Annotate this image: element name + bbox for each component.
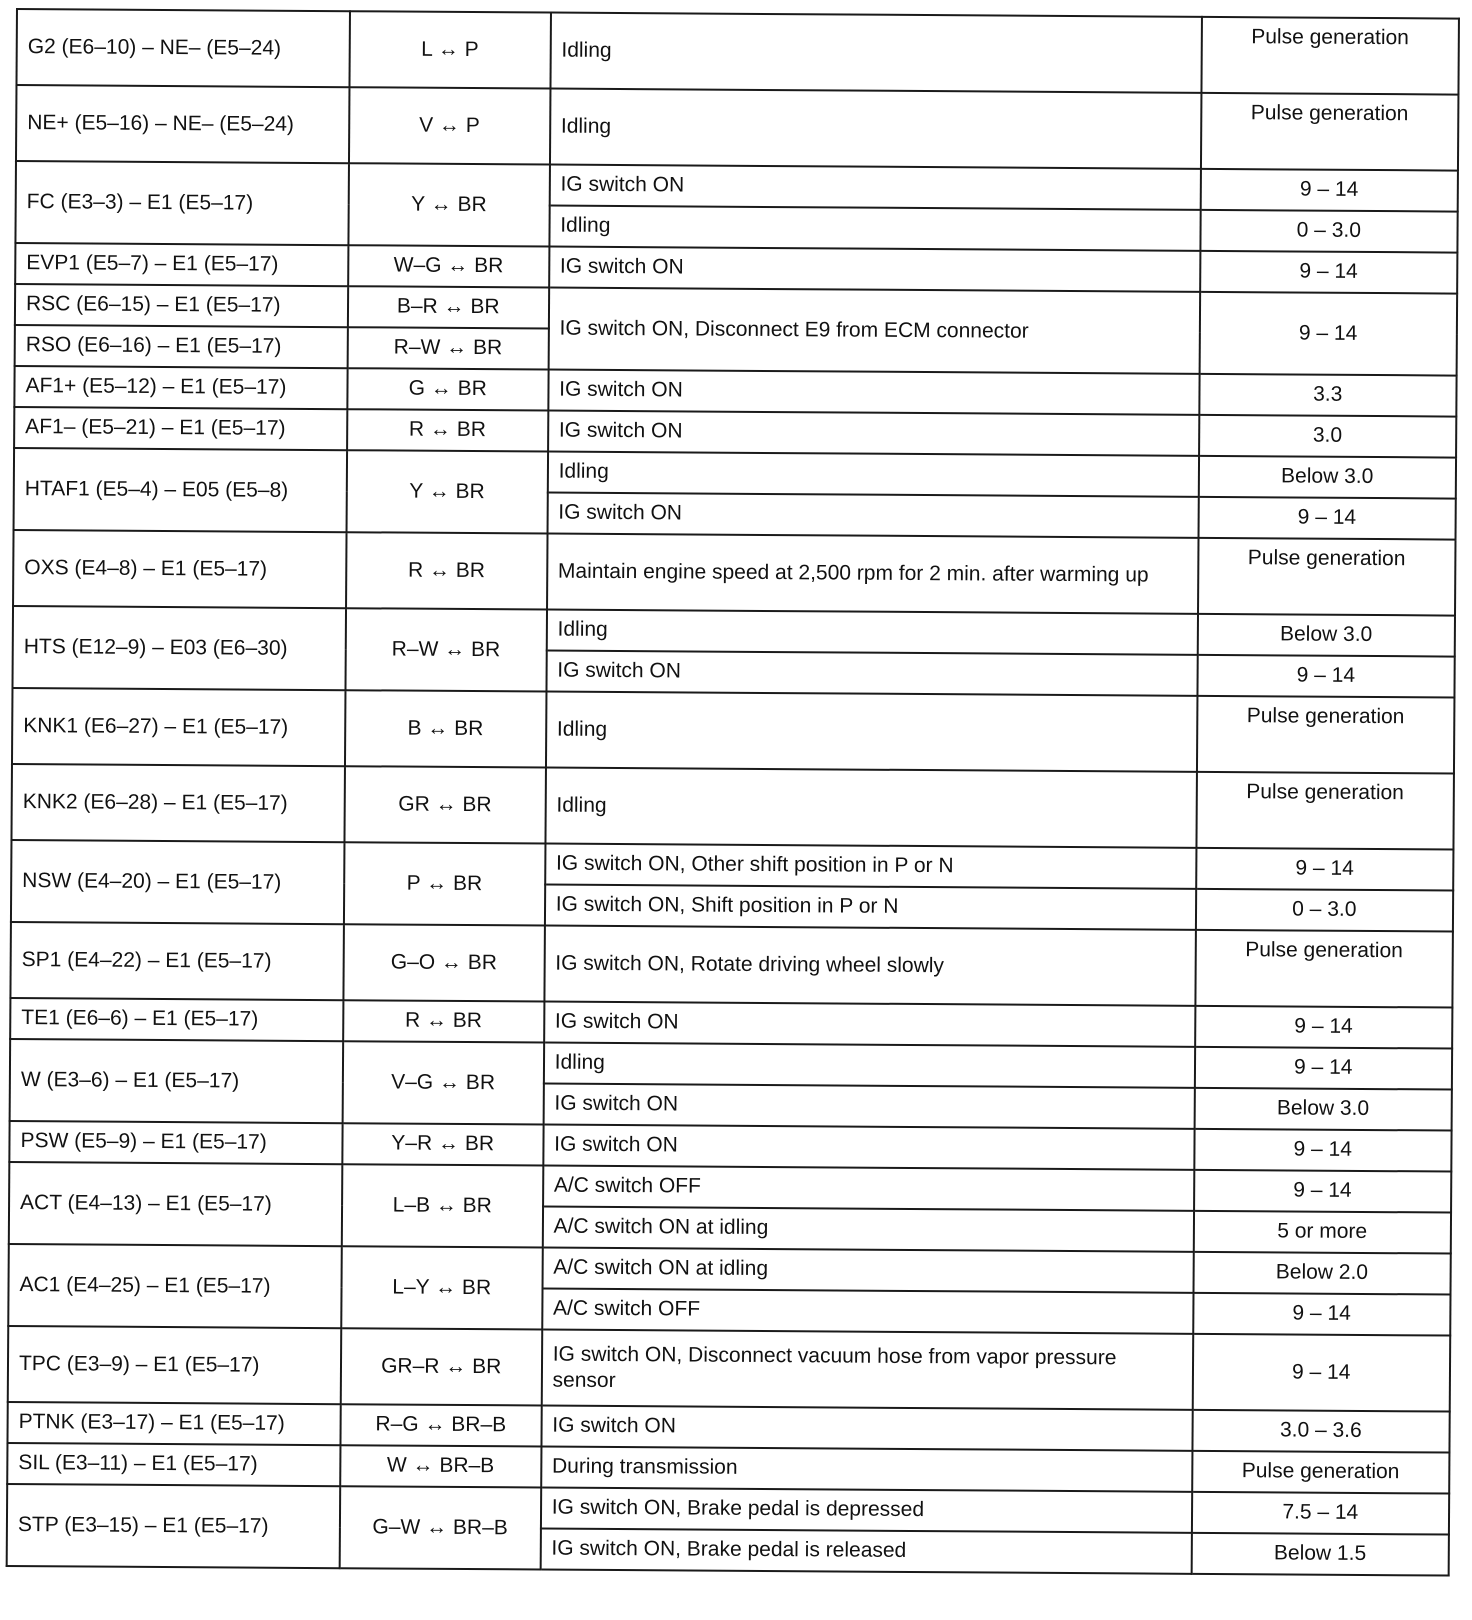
terminal-cell: PSW (E5–9) – E1 (E5–17) — [9, 1121, 342, 1164]
condition-cell: Idling — [545, 768, 1196, 848]
terminal-cell: NE+ (E5–16) – NE– (E5–24) — [16, 85, 349, 163]
terminal-cell: TE1 (E6–6) – E1 (E5–17) — [10, 998, 343, 1041]
terminal-cell: W (E3–6) – E1 (E5–17) — [10, 1039, 343, 1123]
table-row — [16, 9, 1458, 95]
condition-cell: Idling — [547, 452, 1198, 497]
condition-cell: IG switch ON — [549, 165, 1200, 210]
wiring-color-cell: R–W ↔ BR — [345, 608, 546, 691]
wiring-color-cell: G ↔ BR — [347, 368, 548, 410]
wiring-color-cell: B–R ↔ BR — [348, 286, 549, 328]
wiring-color-cell: L ↔ P — [349, 11, 550, 88]
spec-cell: Pulse generation — [1197, 696, 1455, 774]
terminal-cell: SIL (E3–11) – E1 (E5–17) — [7, 1443, 340, 1486]
spec-cell: 9 – 14 — [1192, 1334, 1450, 1412]
spec-cell: 3.0 – 3.6 — [1192, 1410, 1450, 1453]
spec-cell: 9 – 14 — [1194, 1170, 1452, 1213]
terminal-cell: FC (E3–3) – E1 (E5–17) — [15, 161, 348, 245]
terminal-cell: KNK1 (E6–27) – E1 (E5–17) — [12, 688, 345, 766]
wiring-color-cell: Y ↔ BR — [346, 450, 547, 533]
wiring-color-cell: Y–R ↔ BR — [342, 1123, 543, 1165]
condition-cell: IG switch ON — [549, 247, 1200, 292]
wiring-color-cell: GR ↔ BR — [344, 766, 545, 843]
terminal-cell: AF1+ (E5–12) – E1 (E5–17) — [14, 366, 347, 409]
wiring-color-cell: Y ↔ BR — [348, 163, 549, 246]
spec-cell: 0 – 3.0 — [1200, 210, 1458, 253]
condition-cell: Maintain engine speed at 2,500 rpm for 2 min. after warming up — [547, 534, 1198, 614]
table-row — [11, 840, 1453, 891]
condition-cell: IG switch ON — [543, 1084, 1194, 1129]
spec-cell: Below 3.0 — [1198, 456, 1456, 499]
terminal-cell: HTS (E12–9) – E03 (E6–30) — [12, 606, 345, 690]
spec-cell: 9 – 14 — [1193, 1293, 1451, 1336]
spec-cell: Pulse generation — [1195, 930, 1453, 1008]
condition-cell: A/C switch OFF — [543, 1166, 1194, 1211]
spec-cell: Below 3.0 — [1197, 614, 1455, 657]
wiring-color-cell: P ↔ BR — [344, 842, 545, 925]
wiring-color-cell: R ↔ BR — [347, 409, 548, 451]
condition-cell: A/C switch ON at idling — [542, 1248, 1193, 1293]
table-row — [10, 1039, 1452, 1090]
terminal-cell: SP1 (E4–22) – E1 (E5–17) — [10, 922, 343, 1000]
spec-cell: 9 – 14 — [1200, 169, 1458, 212]
spec-cell: Pulse generation — [1192, 1451, 1450, 1494]
spec-cell: Pulse generation — [1201, 93, 1459, 171]
spec-cell: 9 – 14 — [1194, 1129, 1452, 1172]
condition-cell: Idling — [546, 610, 1197, 655]
spec-cell: 0 – 3.0 — [1195, 889, 1453, 932]
condition-cell: Idling — [546, 692, 1197, 772]
condition-cell: IG switch ON, Other shift position in P or N — [545, 844, 1196, 889]
wiring-color-cell: R–W ↔ BR — [347, 327, 548, 369]
spec-cell: Below 2.0 — [1193, 1252, 1451, 1295]
condition-cell: IG switch ON, Rotate driving wheel slowly — [544, 926, 1195, 1006]
wiring-color-cell: L–B ↔ BR — [342, 1164, 543, 1247]
terminal-cell: KNK2 (E6–28) – E1 (E5–17) — [11, 764, 344, 842]
condition-cell: Idling — [549, 206, 1200, 251]
terminal-cell: OXS (E4–8) – E1 (E5–17) — [13, 530, 346, 608]
spec-cell: 3.0 — [1199, 415, 1457, 458]
terminal-cell: STP (E3–15) – E1 (E5–17) — [7, 1484, 340, 1568]
terminal-cell: G2 (E6–10) – NE– (E5–24) — [16, 9, 349, 87]
condition-cell: IG switch ON — [548, 370, 1199, 415]
wiring-color-cell: R–G ↔ BR–B — [340, 1404, 541, 1446]
spec-cell: 9 – 14 — [1195, 1006, 1453, 1049]
wiring-color-cell: V ↔ P — [349, 87, 550, 164]
terminal-cell: ACT (E4–13) – E1 (E5–17) — [9, 1162, 342, 1246]
table-row — [11, 764, 1453, 850]
wiring-color-cell: B ↔ BR — [345, 690, 546, 767]
wiring-color-cell: W–G ↔ BR — [348, 245, 549, 287]
spec-cell: Below 3.0 — [1194, 1088, 1452, 1131]
wiring-color-cell: R ↔ BR — [343, 1000, 544, 1042]
wiring-color-cell: G–W ↔ BR–B — [339, 1486, 540, 1569]
terminal-cell: TPC (E3–9) – E1 (E5–17) — [8, 1326, 341, 1404]
wiring-color-cell: L–Y ↔ BR — [341, 1246, 542, 1329]
terminal-cell: HTAF1 (E5–4) – E05 (E5–8) — [14, 448, 347, 532]
spec-cell: 9 – 14 — [1198, 497, 1456, 540]
condition-cell: IG switch ON, Disconnect vacuum hose from vapor pressure sensor — [541, 1330, 1192, 1410]
table-row — [13, 606, 1455, 657]
spec-cell: 3.3 — [1199, 374, 1457, 417]
terminal-cell: RSO (E6–16) – E1 (E5–17) — [15, 325, 348, 368]
table-row — [14, 448, 1456, 499]
table-row — [8, 1326, 1450, 1412]
spec-cell: 5 or more — [1193, 1211, 1451, 1254]
table-row — [16, 161, 1458, 212]
ecm-terminal-voltage-table — [6, 8, 1460, 1577]
terminal-cell: NSW (E4–20) – E1 (E5–17) — [11, 840, 344, 924]
table-row — [7, 1484, 1449, 1535]
spec-cell: Pulse generation — [1198, 538, 1456, 616]
condition-cell: IG switch ON — [546, 651, 1197, 696]
condition-cell: Idling — [550, 13, 1201, 93]
table-row — [13, 530, 1455, 616]
condition-cell: IG switch ON, Brake pedal is depressed — [541, 1488, 1192, 1533]
wiring-color-cell: G–O ↔ BR — [343, 924, 544, 1001]
condition-cell: IG switch ON — [544, 1002, 1195, 1047]
spec-cell: Below 1.5 — [1191, 1533, 1449, 1576]
terminal-cell: AC1 (E4–25) – E1 (E5–17) — [8, 1244, 341, 1328]
condition-cell: IG switch ON, Brake pedal is released — [540, 1529, 1191, 1574]
spec-cell: 9 – 14 — [1194, 1047, 1452, 1090]
condition-cell: IG switch ON, Shift position in P or N — [545, 885, 1196, 930]
condition-cell: IG switch ON, Disconnect E9 from ECM connector — [548, 288, 1199, 374]
terminal-cell: RSC (E6–15) – E1 (E5–17) — [15, 284, 348, 327]
table-row — [12, 688, 1454, 774]
terminal-cell: AF1– (E5–21) – E1 (E5–17) — [14, 407, 347, 450]
table-row — [16, 85, 1458, 171]
table-row — [9, 1244, 1451, 1295]
condition-cell: IG switch ON — [541, 1406, 1192, 1451]
wiring-color-cell: GR–R ↔ BR — [341, 1328, 542, 1405]
spec-cell: 9 – 14 — [1197, 655, 1455, 698]
condition-cell: A/C switch ON at idling — [542, 1207, 1193, 1252]
condition-cell: A/C switch OFF — [542, 1289, 1193, 1334]
terminal-cell: EVP1 (E5–7) – E1 (E5–17) — [15, 243, 348, 286]
condition-cell: IG switch ON — [543, 1125, 1194, 1170]
condition-cell: IG switch ON — [548, 411, 1199, 456]
spec-cell: 9 – 14 — [1199, 292, 1457, 376]
table-row — [10, 922, 1452, 1008]
condition-cell: Idling — [550, 89, 1201, 169]
spec-cell: 7.5 – 14 — [1191, 1492, 1449, 1535]
spec-cell: 9 – 14 — [1196, 848, 1454, 891]
table-row — [9, 1162, 1451, 1213]
wiring-color-cell: W ↔ BR–B — [340, 1445, 541, 1487]
wiring-color-cell: V–G ↔ BR — [342, 1041, 543, 1124]
condition-cell: IG switch ON — [547, 493, 1198, 538]
condition-cell: Idling — [544, 1043, 1195, 1088]
terminal-cell: PTNK (E3–17) – E1 (E5–17) — [7, 1402, 340, 1445]
spec-cell: Pulse generation — [1201, 17, 1459, 95]
condition-cell: During transmission — [541, 1447, 1192, 1492]
wiring-color-cell: R ↔ BR — [346, 532, 547, 609]
spec-cell: Pulse generation — [1196, 772, 1454, 850]
spec-cell: 9 – 14 — [1200, 251, 1458, 294]
